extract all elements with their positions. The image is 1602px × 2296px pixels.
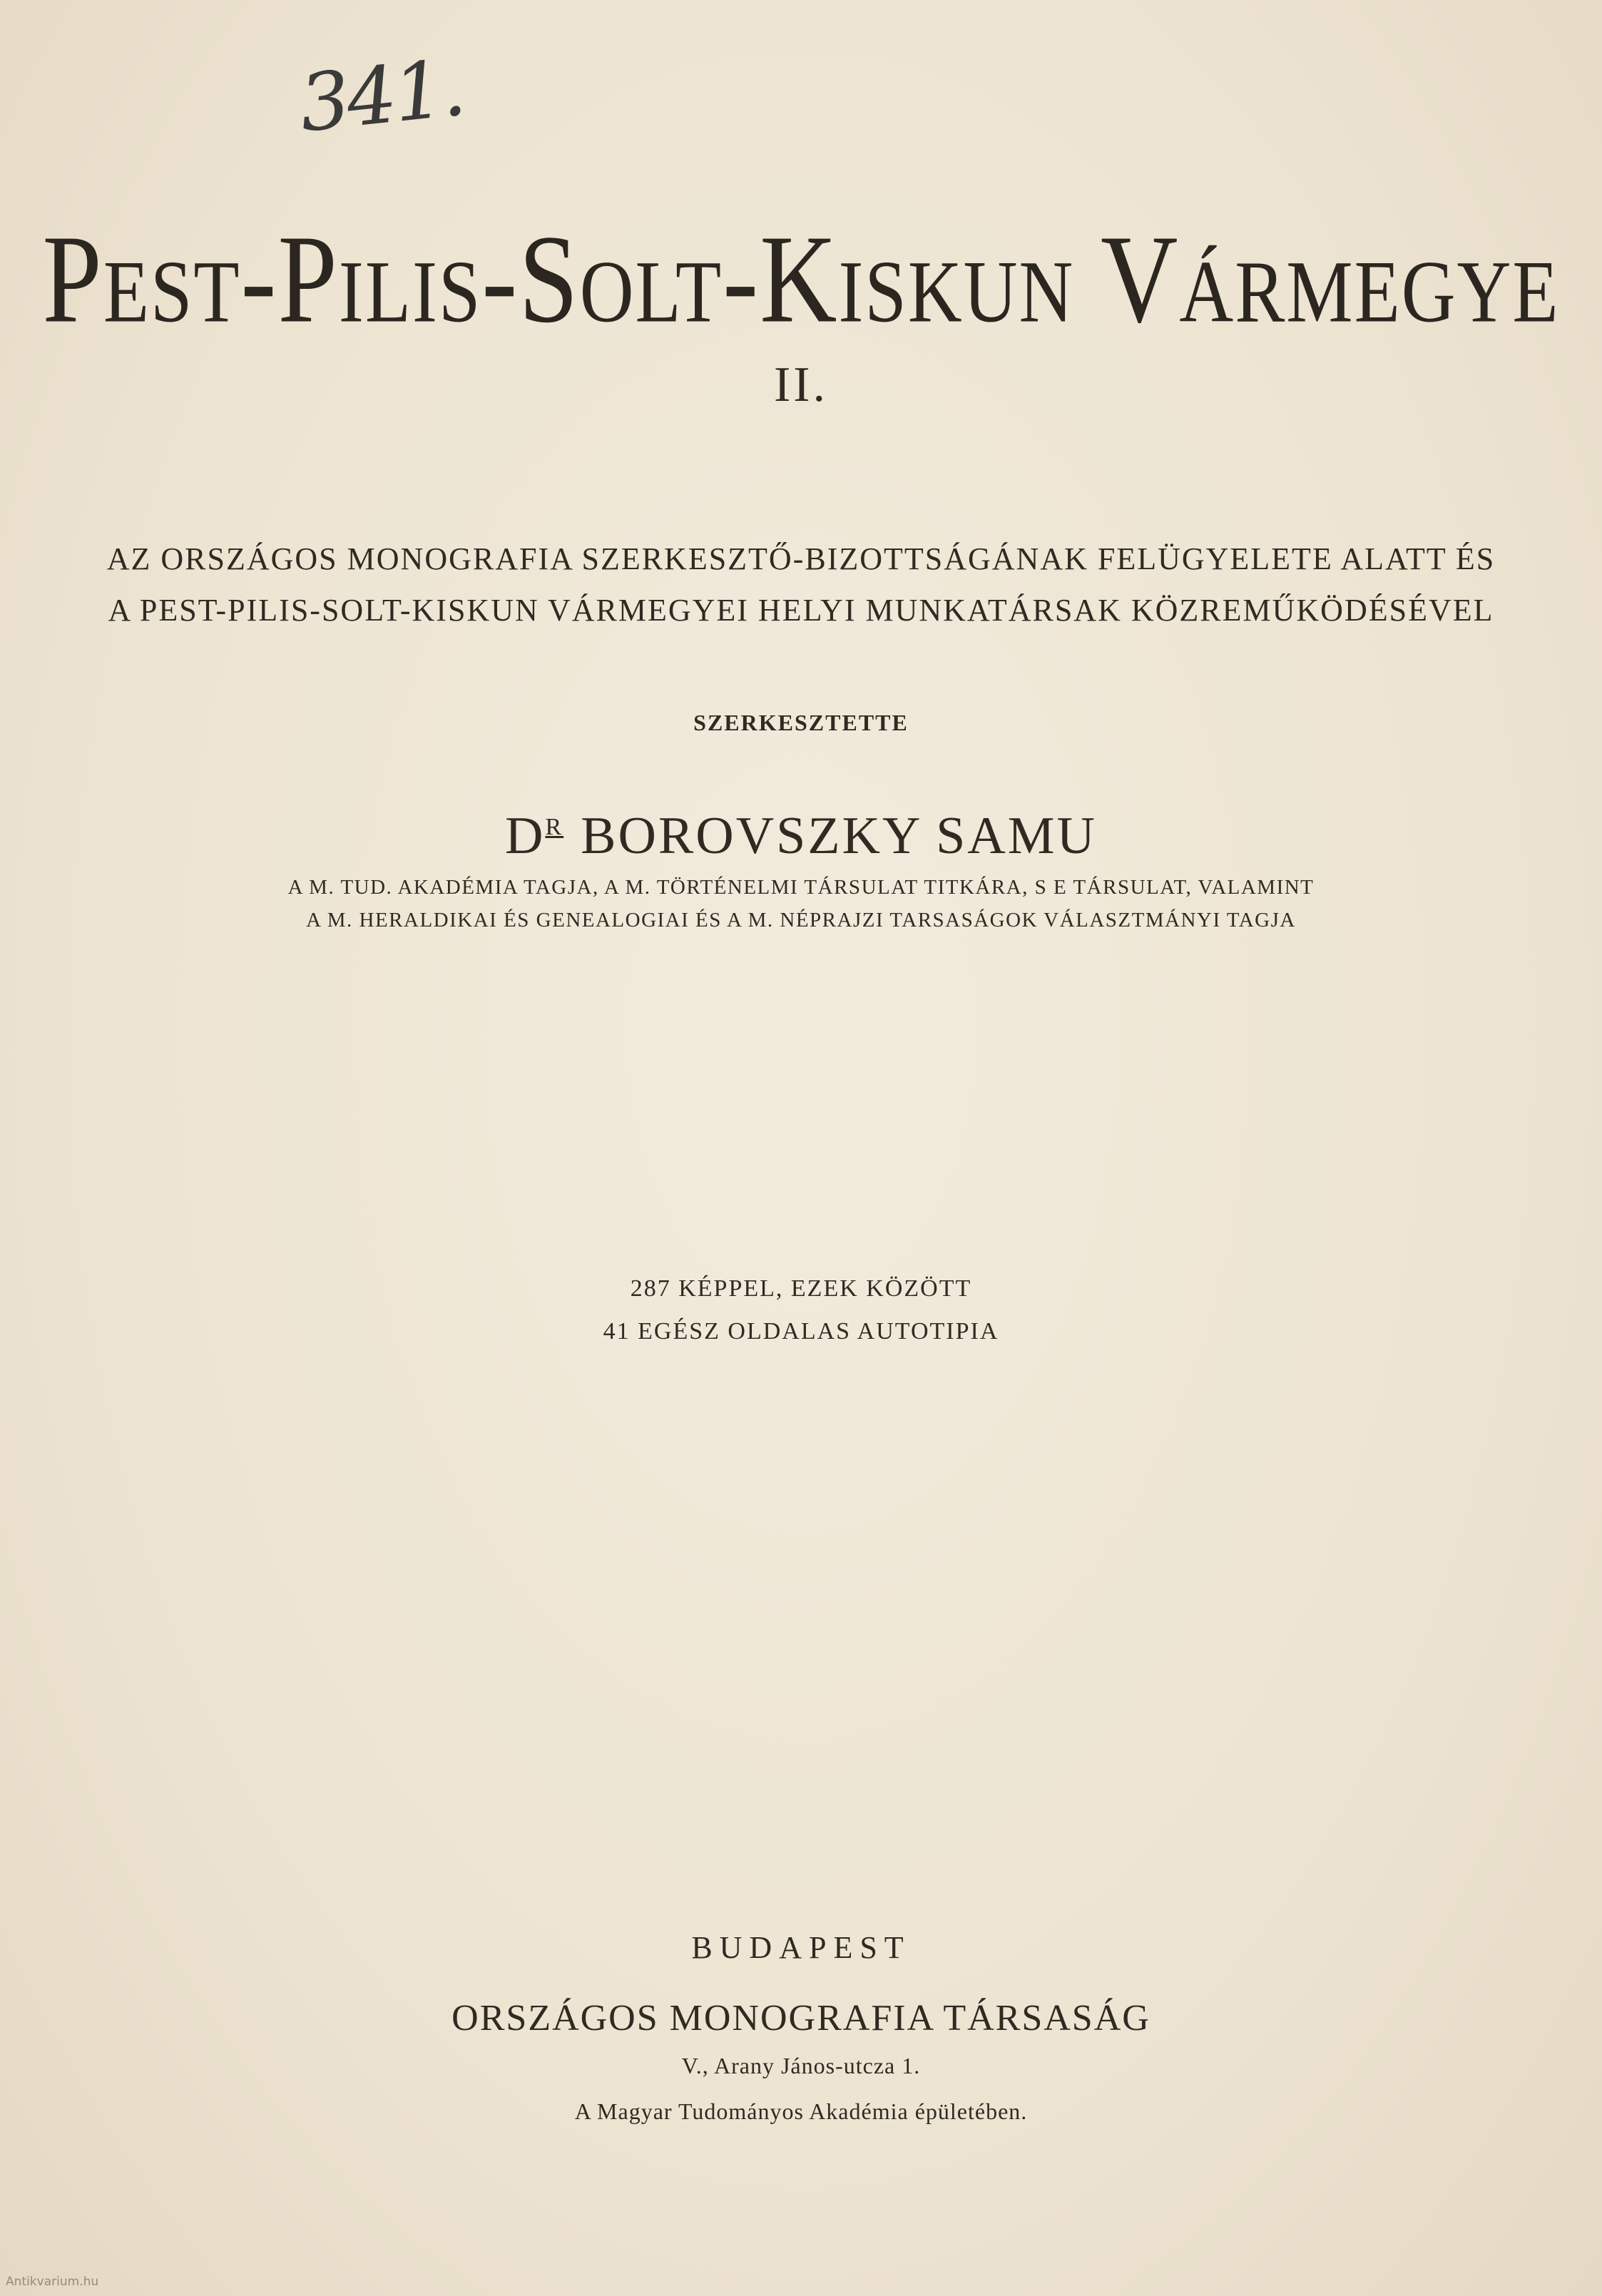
book-title: Pest-Pilis-Solt-Kiskun Vármegye (42, 209, 1560, 349)
publisher-name: ORSZÁGOS MONOGRAFIA TÁRSASÁG (451, 1998, 1151, 2039)
illustrations-line-1: 287 KÉPPEL, EZEK KÖZÖTT (630, 1275, 972, 1302)
publication-city: BUDAPEST (691, 1930, 911, 1965)
editor-name-line (0, 806, 1602, 867)
editor-title-letter: D (504, 807, 546, 865)
editor-credentials-line-2: A M. HERALDIKAI ÉS GENEALOGIAI ÉS A M. NÉPRAJZI TARSASÁGOK VÁLASZTMÁNYI TAGJA (306, 909, 1296, 932)
publisher-address: V., Arany János-utcza 1. (681, 2053, 921, 2078)
watermark: Antikvarium.hu (6, 2275, 99, 2289)
editor-title-superscript: R (545, 814, 564, 840)
subtitle-line-2: A PEST-PILIS-SOLT-KISKUN VÁRMEGYEI HELYI MUNKATÁRSAK KÖZREMŰKÖDÉSÉVEL (108, 593, 1494, 628)
edited-by-label: SZERKESZTETTE (693, 710, 909, 735)
editor-credentials-line-1: A M. TUD. AKADÉMIA TAGJA, A M. TÖRTÉNELMI TÁRSULAT TITKÁRA, S E TÁRSULAT, VALAMINT (287, 876, 1315, 899)
handwritten-catalog-number: 341. (295, 41, 467, 150)
editor-name: BOROVSZKY SAMU (581, 807, 1097, 865)
publisher-building: A Magyar Tudományos Akadémia épületében. (574, 2098, 1028, 2124)
subtitle-line-1: AZ ORSZÁGOS MONOGRAFIA SZERKESZTŐ-BIZOTTSÁGÁNAK FELÜGYELETE ALATT ÉS (106, 541, 1496, 576)
illustrations-line-2: 41 EGÉSZ OLDALAS AUTOTIPIA (603, 1318, 999, 1345)
volume-number: II. (773, 357, 829, 412)
editor-title (505, 806, 563, 867)
